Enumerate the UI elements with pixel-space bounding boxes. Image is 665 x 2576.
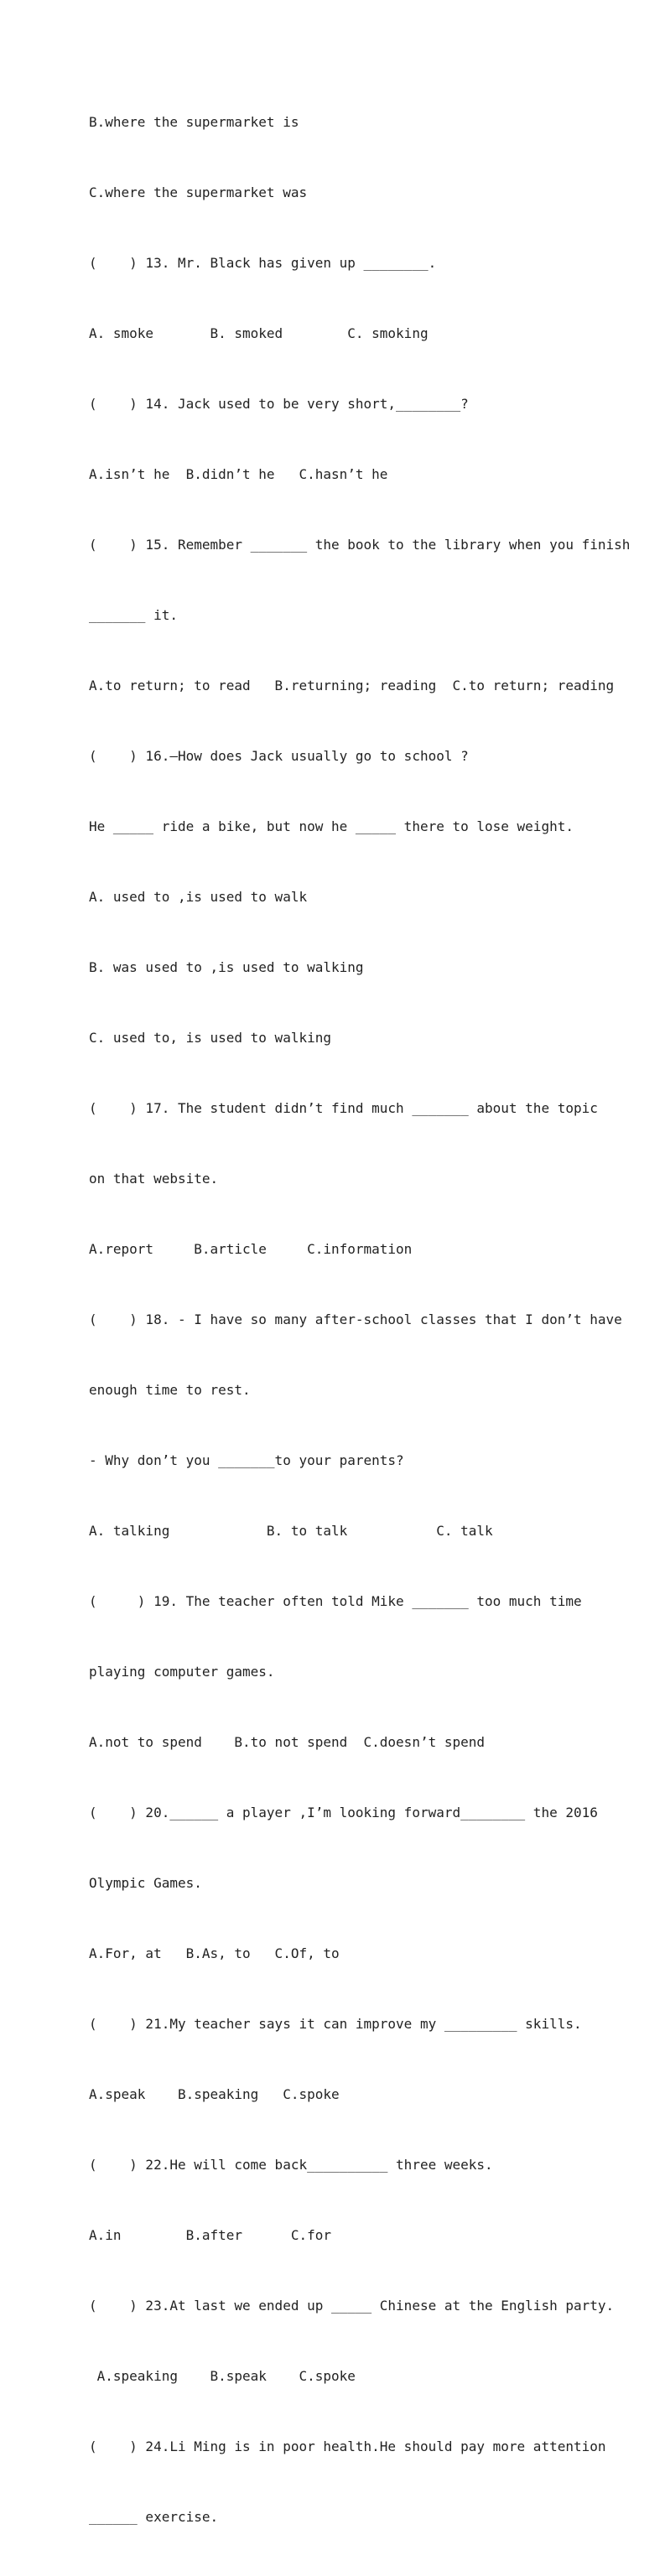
options-22: A.in B.after C.for — [89, 2227, 331, 2243]
options-23: A.speaking B.speak C.spoke — [89, 2368, 356, 2384]
question-24: ( ) 24.Li Ming is in poor health.He should pay more attention — [89, 2438, 606, 2454]
option-16-b: B. was used to ,is used to walking — [89, 959, 364, 975]
question-23: ( ) 23.At last we ended up _____ Chinese at the English party. — [89, 2298, 615, 2314]
question-16: ( ) 16.—How does Jack usually go to school ? — [89, 748, 469, 764]
question-17-cont: on that website. — [89, 1171, 219, 1187]
question-14: ( ) 14. Jack used to be very short,________? — [89, 396, 469, 412]
question-18-reply: - Why don’t you _______to your parents? — [89, 1452, 404, 1468]
question-19-cont: playing computer games. — [89, 1664, 275, 1680]
options-17: A.report B.article C.information — [89, 1241, 413, 1257]
question-15-cont: _______ it. — [89, 607, 178, 623]
options-14: A.isn’t he B.didn’t he C.hasn’t he — [89, 466, 388, 482]
question-16-cont: He _____ ride a bike, but now he _____ there to lose weight. — [89, 818, 574, 834]
question-22: ( ) 22.He will come back__________ three weeks. — [89, 2157, 493, 2173]
options-20: A.For, at B.As, to C.Of, to — [89, 1945, 340, 1961]
question-24-cont: ______ exercise. — [89, 2509, 219, 2525]
question-20-cont: Olympic Games. — [89, 1875, 202, 1891]
options-13: A. smoke B. smoked C. smoking — [89, 325, 429, 341]
question-17: ( ) 17. The student didn’t find much _______ about the topic — [89, 1100, 598, 1116]
option-line: B.where the supermarket is — [89, 114, 299, 130]
question-18-cont: enough time to rest. — [89, 1382, 251, 1398]
option-16-a: A. used to ,is used to walk — [89, 889, 308, 905]
question-15: ( ) 15. Remember _______ the book to the library when you finish — [89, 537, 631, 553]
option-line: C.where the supermarket was — [89, 184, 308, 200]
question-19: ( ) 19. The teacher often told Mike _______ too much time — [89, 1593, 582, 1609]
options-18: A. talking B. to talk C. talk — [89, 1523, 493, 1539]
question-20: ( ) 20.______ a player ,I’m looking forward________ the 2016 — [89, 1805, 598, 1820]
options-15: A.to return; to read B.returning; reading C.to return; reading — [89, 678, 615, 693]
option-16-c: C. used to, is used to walking — [89, 1030, 331, 1046]
options-19: A.not to spend B.to not spend C.doesn’t spend — [89, 1734, 486, 1750]
exam-text — [89, 64, 631, 2576]
question-21: ( ) 21.My teacher says it can improve my _________ skills. — [89, 2016, 582, 2032]
question-13: ( ) 13. Mr. Black has given up ________. — [89, 255, 437, 271]
options-21: A.speak B.speaking C.spoke — [89, 2086, 340, 2102]
question-18: ( ) 18. - I have so many after-school classes that I don’t have — [89, 1311, 622, 1327]
